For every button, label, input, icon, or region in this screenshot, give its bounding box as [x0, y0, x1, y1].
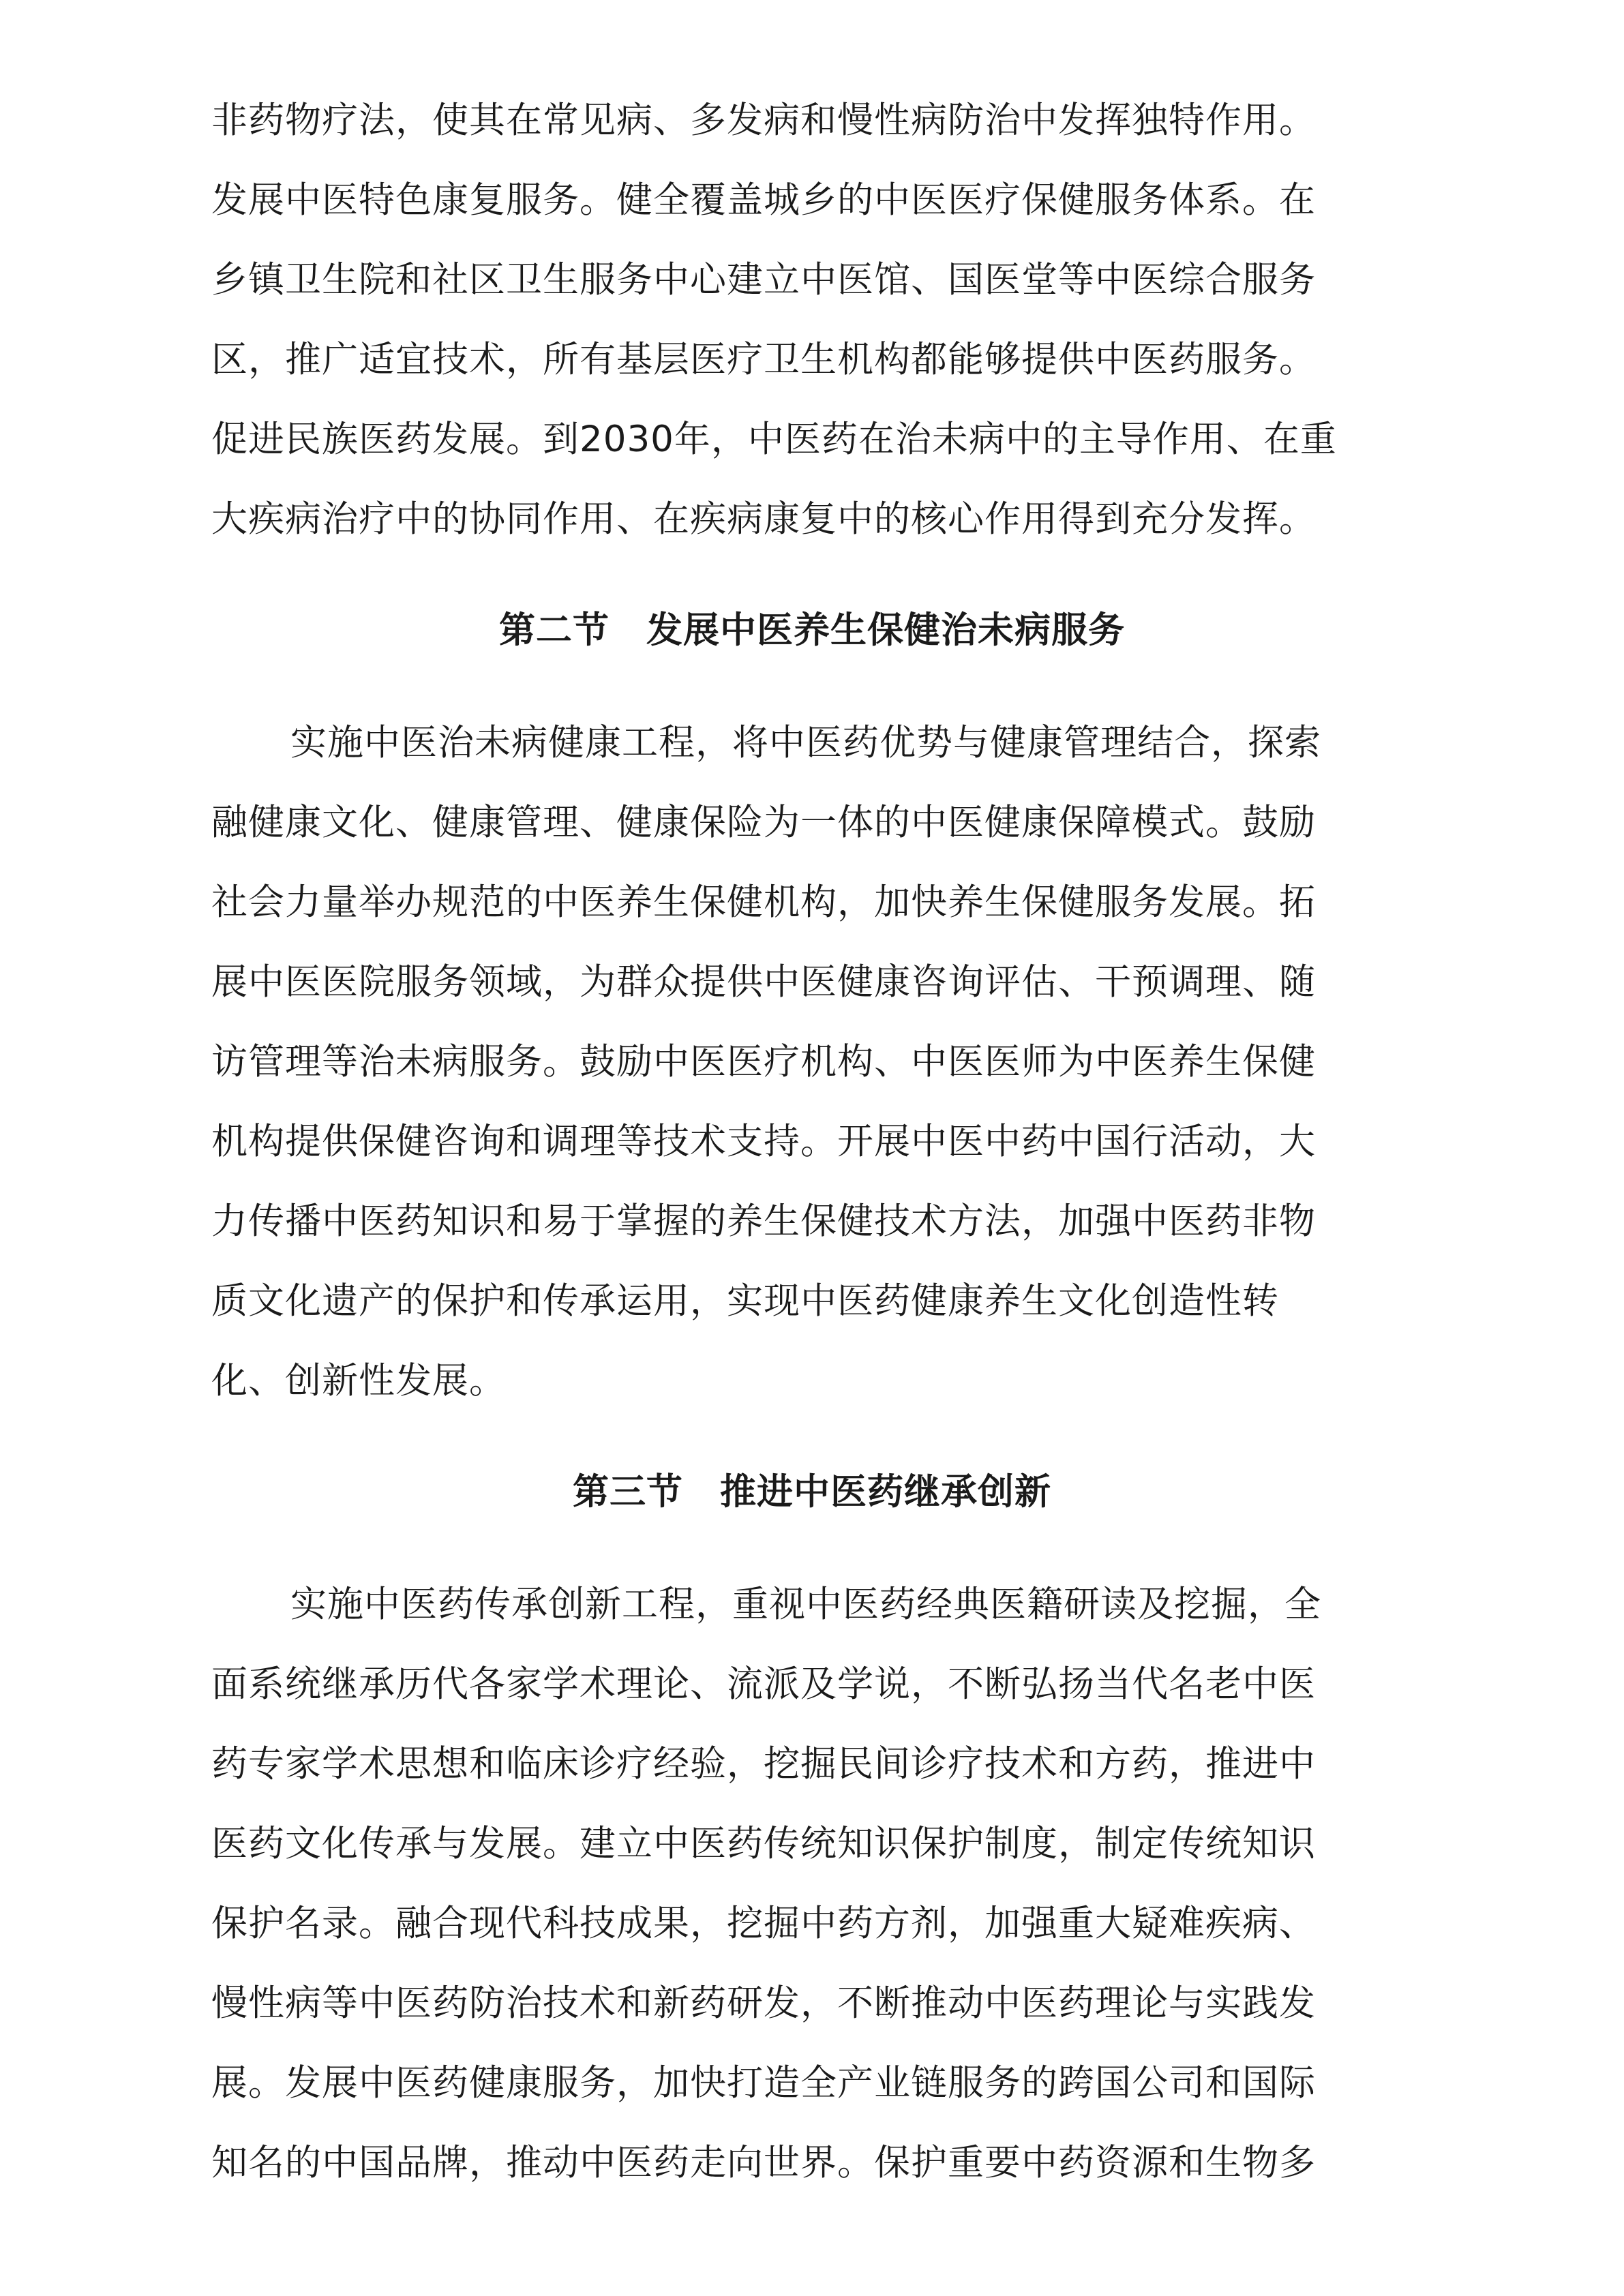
section-heading: 第三节 推进中医药继承创新: [573, 1471, 1051, 1513]
text-line: 访管理等治未病服务。鼓励中医医疗机构、中医医师为中医养生保健: [211, 1041, 1316, 1083]
text-line: 实施中医治未病健康工程，将中医药优势与健康管理结合，探索: [290, 722, 1321, 764]
text-line: 社会力量举办规范的中医养生保健机构，加快养生保健服务发展。拓: [211, 881, 1316, 923]
text-line: 慢性病等中医药防治技术和新药研发，不断推动中医药理论与实践发: [211, 1982, 1316, 2024]
text-line: 乡镇卫生院和社区卫生服务中心建立中医馆、国医堂等中医综合服务: [211, 259, 1316, 301]
text-line: 实施中医药传承创新工程，重视中医药经典医籍研读及挖掘，全: [290, 1584, 1321, 1625]
text-line: 知名的中国品牌，推动中医药走向世界。保护重要中药资源和生物多: [211, 2142, 1316, 2184]
text-line: 展中医医院服务领域，为群众提供中医健康咨询评估、干预调理、随: [211, 961, 1316, 1003]
text-line: 融健康文化、健康管理、健康保险为一体的中医健康保障模式。鼓励: [211, 802, 1316, 843]
text-line: 面系统继承历代各家学术理论、流派及学说，不断弘扬当代名老中医: [211, 1663, 1316, 1705]
text-line: 机构提供保健咨询和调理等技术支持。开展中医中药中国行活动，大: [211, 1121, 1316, 1162]
text-line: 促进民族医药发展。到2030年，中医药在治未病中的主导作用、在重: [211, 419, 1337, 460]
text-line: 发展中医特色康复服务。健全覆盖城乡的中医医疗保健服务体系。在: [211, 179, 1316, 221]
section-heading: 第二节 发展中医养生保健治未病服务: [499, 609, 1125, 651]
text-line: 展。发展中医药健康服务，加快打造全产业链服务的跨国公司和国际: [211, 2062, 1316, 2104]
text-line: 力传播中医药知识和易于掌握的养生保健技术方法，加强中医药非物: [211, 1200, 1316, 1242]
text-line: 医药文化传承与发展。建立中医药传统知识保护制度，制定传统知识: [211, 1823, 1316, 1864]
text-line: 化、创新性发展。: [211, 1360, 506, 1402]
text-line: 保护名录。融合现代科技成果，挖掘中药方剂，加强重大疑难疾病、: [211, 1903, 1316, 1944]
text-line: 药专家学术思想和临床诊疗经验，挖掘民间诊疗技术和方药，推进中: [211, 1743, 1316, 1785]
text-line: 非药物疗法，使其在常见病、多发病和慢性病防治中发挥独特作用。: [211, 100, 1316, 141]
text-line: 质文化遗产的保护和传承运用，实现中医药健康养生文化创造性转: [211, 1280, 1279, 1322]
text-line: 区，推广适宜技术，所有基层医疗卫生机构都能够提供中医药服务。: [211, 339, 1316, 380]
text-line: 大疾病治疗中的协同作用、在疾病康复中的核心作用得到充分发挥。: [211, 498, 1316, 540]
